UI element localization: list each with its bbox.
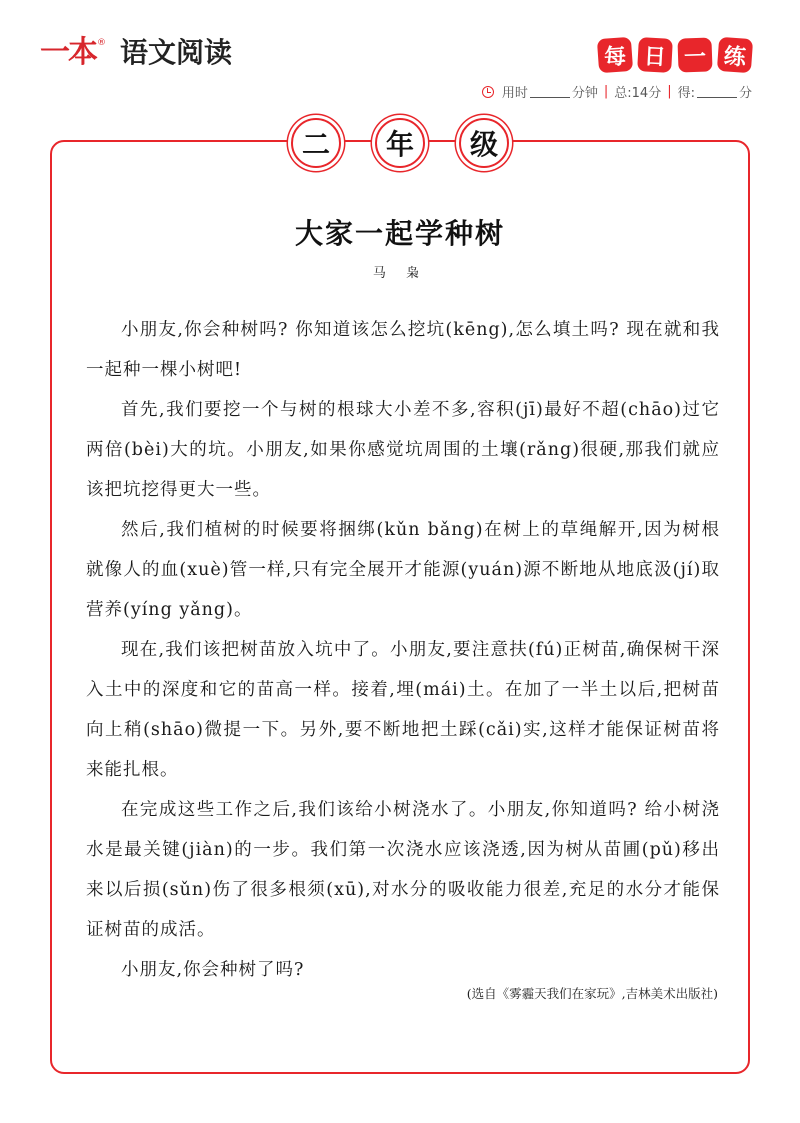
paragraph: 然后,我们植树的时候要将捆绑(kǔn bǎng)在树上的草绳解开,因为树根就像人的血(xuè)管一样,只有完全展开才能源(yuán)源不断地从地底汲(jí)取营养(yíng yǎng)。 bbox=[86, 520, 720, 620]
daily-char: 每 bbox=[597, 37, 633, 73]
article-source: (选自《雾霾天我们在家玩》,吉林美术出版社) bbox=[466, 986, 718, 1001]
paragraph: 在完成这些工作之后,我们该给小树浇水了。小朋友,你知道吗? 给小树浇水是最关键(jiàn)的一步。我们第一次浇水应该浇透,因为树从苗圃(pǔ)移出来以后损(sǔn)伤了很多根须(xū),对水分的吸收能力很差,充足的水分才能保证树苗的成活。 bbox=[86, 800, 720, 940]
total-score: 总:14分 bbox=[614, 86, 662, 101]
paragraph: 首先,我们要挖一个与树的根球大小差不多,容积(jī)最好不超(chāo)过它两倍(bèi)大的坑。小朋友,如果你感觉坑周围的土壤(rǎng)很硬,那我们就应该把坑挖得更大一些。 bbox=[86, 400, 720, 500]
article-author: 马 枭 bbox=[372, 266, 428, 281]
daily-char: 一 bbox=[677, 37, 712, 72]
time-blank[interactable] bbox=[530, 85, 570, 98]
score-unit: 分 bbox=[738, 86, 752, 101]
clock-icon bbox=[482, 86, 494, 98]
grade-char: 年 bbox=[375, 118, 425, 168]
score-stats bbox=[482, 82, 752, 101]
article-title: 大家一起学种树 bbox=[294, 217, 505, 250]
paragraph: 小朋友,你会种树了吗? bbox=[121, 960, 305, 980]
score-blank[interactable] bbox=[697, 85, 737, 98]
paragraph: 现在,我们该把树苗放入坑中了。小朋友,要注意扶(fú)正树苗,确保树干深入土中的深度和它的苗高一样。接着,埋(mái)土。在加了一半土以后,把树苗向上稍(shāo)微提一下。另外,要不断地把土踩(cǎi)实,这样才能保证树苗将来能扎根。 bbox=[86, 640, 720, 780]
daily-char: 日 bbox=[637, 37, 673, 73]
daily-practice-badge bbox=[598, 38, 752, 72]
daily-char: 练 bbox=[717, 37, 753, 73]
time-unit: 分钟 bbox=[571, 86, 598, 101]
brand bbox=[40, 35, 233, 70]
brand-logo: 一本 bbox=[40, 35, 96, 70]
grade-char: 级 bbox=[459, 118, 509, 168]
registered-mark: ® bbox=[97, 38, 106, 48]
grade-char: 二 bbox=[291, 118, 341, 168]
grade-badge bbox=[0, 118, 800, 168]
separator: | bbox=[603, 84, 609, 99]
score-label: 得: bbox=[677, 86, 695, 101]
separator: | bbox=[667, 84, 672, 99]
paragraph: 小朋友,你会种树吗? 你知道该怎么挖坑(kēng),怎么填土吗? 现在就和我一起种一棵小树吧! bbox=[86, 320, 720, 380]
brand-title: 语文阅读 bbox=[120, 36, 233, 69]
article-body bbox=[86, 310, 720, 990]
time-label: 用时 bbox=[501, 86, 528, 101]
